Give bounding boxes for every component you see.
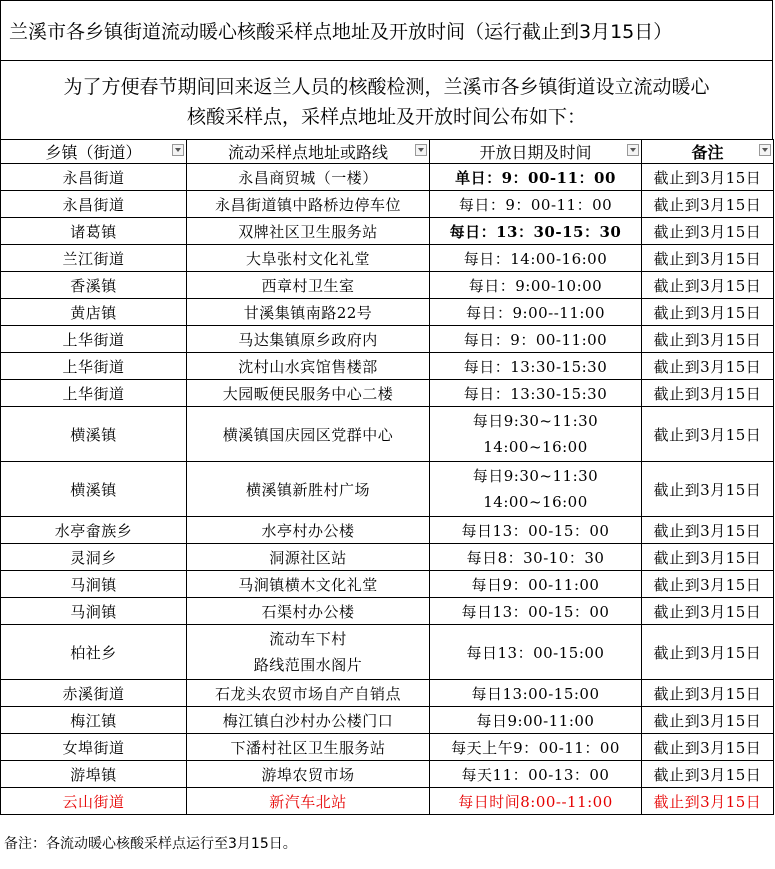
- table-row: [1, 788, 774, 815]
- cell-note: 截止到3月15日: [642, 164, 774, 191]
- table-row: [1, 407, 774, 462]
- cell-note: 截止到3月15日: [642, 353, 774, 380]
- cell-address: [187, 517, 430, 544]
- cell-address-line: 水亭村办公楼: [261, 521, 355, 540]
- cell-address: [187, 462, 430, 517]
- cell-time: [430, 517, 642, 544]
- cell-town: 柏社乡: [1, 625, 187, 680]
- cell-time: [430, 598, 642, 625]
- cell-time-line: 每日：13:30-15:30: [463, 357, 608, 376]
- cell-address: [187, 245, 430, 272]
- cell-note: 截止到3月15日: [642, 272, 774, 299]
- cell-address-line: 游埠农贸市场: [261, 765, 355, 784]
- table-row: [1, 218, 774, 245]
- cell-note: 截止到3月15日: [642, 380, 774, 407]
- cell-time-line: 每日时间8:00--11:00: [458, 792, 613, 811]
- cell-note: 截止到3月15日: [642, 571, 774, 598]
- cell-note: 截止到3月15日: [642, 517, 774, 544]
- cell-address: [187, 164, 430, 191]
- intro-text: [0, 61, 773, 139]
- cell-time: [430, 299, 642, 326]
- cell-address-line: 西章村卫生室: [261, 276, 355, 295]
- cell-time-line: 每日8：30-10：30: [466, 548, 605, 567]
- cell-address: [187, 191, 430, 218]
- cell-time-line: 每日9:00-11:00: [476, 711, 595, 730]
- cell-time-line: 每日：14:00-16:00: [463, 249, 608, 268]
- cell-time: [430, 326, 642, 353]
- table-row: [1, 462, 774, 517]
- cell-town: 马涧镇: [1, 571, 187, 598]
- cell-time: [430, 788, 642, 815]
- cell-note: 截止到3月15日: [642, 761, 774, 788]
- cell-time: [430, 734, 642, 761]
- cell-address: [187, 788, 430, 815]
- filter-dropdown-icon[interactable]: [415, 144, 427, 156]
- cell-town: 赤溪街道: [1, 680, 187, 707]
- sampling-points-table: [0, 139, 774, 815]
- cell-time-line: 每日9:30~11:30: [472, 412, 599, 430]
- table-row: [1, 544, 774, 571]
- cell-time-line: 每日13:00-15:00: [471, 684, 600, 703]
- cell-time: [430, 353, 642, 380]
- cell-time: [430, 272, 642, 299]
- cell-address-line: 石龙头农贸市场自产自销点: [214, 684, 401, 703]
- table-row: [1, 734, 774, 761]
- cell-town: 梅江镇: [1, 707, 187, 734]
- cell-time-line: 每日9：00-11:00: [471, 575, 600, 594]
- cell-town: 永昌街道: [1, 191, 187, 218]
- cell-time: [430, 462, 642, 517]
- cell-address: [187, 299, 430, 326]
- table-row: [1, 380, 774, 407]
- table-row: [1, 517, 774, 544]
- cell-time-line: 每日：13:30-15:30: [463, 384, 608, 403]
- cell-town: 灵洞乡: [1, 544, 187, 571]
- cell-time: [430, 407, 642, 462]
- cell-time: [430, 164, 642, 191]
- cell-time-line: 每日：9:00--11:00: [465, 303, 606, 322]
- cell-time: [430, 707, 642, 734]
- cell-town: 女埠街道: [1, 734, 187, 761]
- cell-note: 截止到3月15日: [642, 407, 774, 462]
- cell-note: 截止到3月15日: [642, 707, 774, 734]
- cell-time-line: 单日：9：00-11：00: [455, 168, 616, 187]
- cell-address-line: 流动车下村: [269, 630, 347, 648]
- table-row: [1, 191, 774, 218]
- cell-address: [187, 218, 430, 245]
- cell-town: 永昌街道: [1, 164, 187, 191]
- table-row: [1, 571, 774, 598]
- cell-address: [187, 571, 430, 598]
- cell-note: 截止到3月15日: [642, 788, 774, 815]
- cell-note: 截止到3月15日: [642, 462, 774, 517]
- cell-address: [187, 380, 430, 407]
- cell-time-line: 14:00~16:00: [483, 493, 588, 511]
- cell-time-line: 每日：13：30-15：30: [449, 222, 622, 241]
- cell-town: 黄店镇: [1, 299, 187, 326]
- cell-address-line: 洞源社区站: [269, 548, 347, 567]
- cell-address-line: 大阜张村文化礼堂: [245, 249, 370, 268]
- table-row: [1, 272, 774, 299]
- cell-address-line: 横溪镇国庆园区党群中心: [222, 425, 394, 444]
- cell-address: [187, 272, 430, 299]
- cell-address-line: 路线范围水阁片: [253, 656, 363, 674]
- cell-time-line: 每日：9:00-10:00: [468, 276, 603, 295]
- cell-address-line: 横溪镇新胜村广场: [245, 480, 370, 499]
- cell-time: [430, 191, 642, 218]
- cell-note: 截止到3月15日: [642, 625, 774, 680]
- cell-address-line: 下潘村社区卫生服务站: [230, 738, 386, 757]
- cell-time-line: 每日13：00-15:00: [466, 643, 605, 662]
- cell-address-line: 马达集镇原乡政府内: [238, 330, 378, 349]
- cell-time-line: 每日9:30~11:30: [472, 467, 599, 485]
- filter-dropdown-icon[interactable]: [759, 144, 771, 156]
- header-row: [1, 140, 774, 164]
- cell-address-line: 永昌街道镇中路桥边停车位: [214, 195, 401, 214]
- cell-address-line: 永昌商贸城（一楼）: [238, 168, 378, 187]
- cell-town: 横溪镇: [1, 462, 187, 517]
- cell-address-line: 石渠村办公楼: [261, 602, 355, 621]
- header-town: 乡镇（街道）: [1, 140, 187, 164]
- intro-line-1: 为了方便春节期间回来返兰人员的核酸检测，兰溪市各乡镇街道设立流动暖心: [63, 76, 710, 98]
- cell-town: 云山街道: [1, 788, 187, 815]
- cell-time-line: 每天11：00-13：00: [461, 765, 610, 784]
- filter-dropdown-icon[interactable]: [627, 144, 639, 156]
- cell-time: [430, 625, 642, 680]
- cell-time: [430, 245, 642, 272]
- cell-address-line: 马涧镇横木文化礼堂: [238, 575, 378, 594]
- cell-time: [430, 380, 642, 407]
- cell-note: 截止到3月15日: [642, 326, 774, 353]
- table-row: [1, 598, 774, 625]
- cell-address-line: 新汽车北站: [269, 792, 347, 811]
- table-row: [1, 164, 774, 191]
- table-row: [1, 245, 774, 272]
- cell-time-line: 每日13：00-15：00: [461, 602, 610, 621]
- cell-town: 香溪镇: [1, 272, 187, 299]
- cell-address-line: 沈村山水宾馆售楼部: [238, 357, 378, 376]
- cell-time-line: 14:00~16:00: [483, 438, 588, 456]
- cell-address-line: 梅江镇白沙村办公楼门口: [222, 711, 394, 730]
- cell-address: [187, 680, 430, 707]
- cell-town: 上华街道: [1, 353, 187, 380]
- cell-time: [430, 680, 642, 707]
- cell-town: 游埠镇: [1, 761, 187, 788]
- cell-address: [187, 544, 430, 571]
- cell-time: [430, 761, 642, 788]
- cell-time-line: 每天上午9：00-11：00: [451, 738, 620, 757]
- cell-address: [187, 353, 430, 380]
- table-row: [1, 299, 774, 326]
- cell-time: [430, 544, 642, 571]
- cell-note: 截止到3月15日: [642, 680, 774, 707]
- cell-note: 截止到3月15日: [642, 218, 774, 245]
- cell-address: [187, 598, 430, 625]
- cell-note: 截止到3月15日: [642, 734, 774, 761]
- table-row: [1, 680, 774, 707]
- cell-note: 截止到3月15日: [642, 544, 774, 571]
- header-time: 开放日期及时间: [430, 140, 642, 164]
- cell-address-line: 双牌社区卫生服务站: [238, 222, 378, 241]
- cell-town: 马涧镇: [1, 598, 187, 625]
- filter-dropdown-icon[interactable]: [172, 144, 184, 156]
- cell-time-line: 每日：9：00-11：00: [458, 195, 613, 214]
- cell-address-line: 大园畈便民服务中心二楼: [222, 384, 394, 403]
- cell-note: 截止到3月15日: [642, 299, 774, 326]
- cell-note: 截止到3月15日: [642, 191, 774, 218]
- cell-town: 水亭畲族乡: [1, 517, 187, 544]
- cell-town: 诸葛镇: [1, 218, 187, 245]
- header-address: 流动采样点地址或路线: [187, 140, 430, 164]
- header-note: 备注: [642, 140, 774, 164]
- cell-address: [187, 707, 430, 734]
- cell-address: [187, 407, 430, 462]
- cell-address: [187, 326, 430, 353]
- cell-time-line: 每日13：00-15：00: [461, 521, 610, 540]
- table-row: [1, 326, 774, 353]
- table-row: [1, 707, 774, 734]
- table-row: [1, 353, 774, 380]
- cell-address-line: 甘溪集镇南路22号: [243, 303, 373, 322]
- cell-time: [430, 571, 642, 598]
- table-row: [1, 625, 774, 680]
- sheet-title: 兰溪市各乡镇街道流动暖心核酸采样点地址及开放时间（运行截止到3月15日）: [0, 0, 773, 61]
- cell-address: [187, 734, 430, 761]
- cell-town: 上华街道: [1, 326, 187, 353]
- cell-address: [187, 761, 430, 788]
- cell-town: 上华街道: [1, 380, 187, 407]
- intro-line-2: 核酸采样点，采样点地址及开放时间公布如下：: [186, 106, 586, 128]
- cell-note: 截止到3月15日: [642, 245, 774, 272]
- cell-town: 兰江街道: [1, 245, 187, 272]
- table-row: [1, 761, 774, 788]
- cell-note: 截止到3月15日: [642, 598, 774, 625]
- footnote: 备注：各流动暖心核酸采样点运行至3月15日。: [4, 836, 297, 852]
- cell-address: [187, 625, 430, 680]
- cell-town: 横溪镇: [1, 407, 187, 462]
- cell-time: [430, 218, 642, 245]
- cell-time-line: 每日：9：00-11:00: [463, 330, 608, 349]
